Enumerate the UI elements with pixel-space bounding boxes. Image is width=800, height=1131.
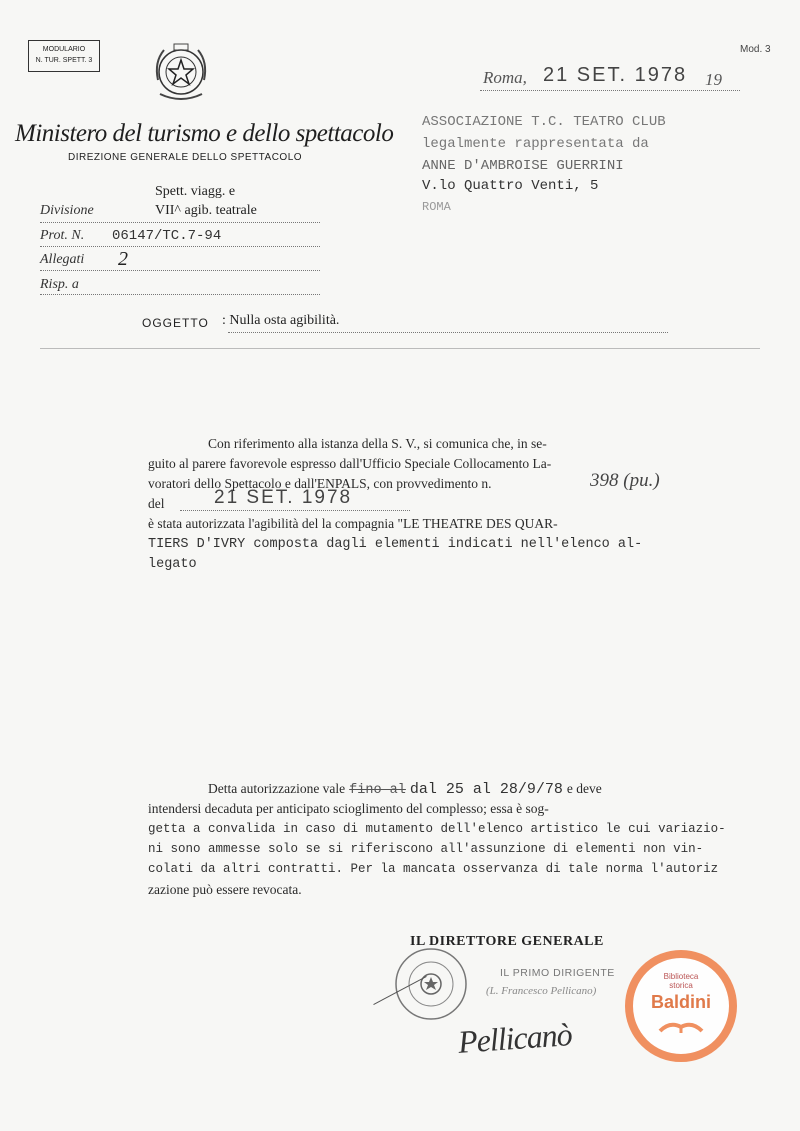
divisione-value: VII^ agib. teatrale: [155, 203, 257, 218]
recipient-line4: V.lo Quattro Venti, 5: [422, 178, 599, 194]
logo-line2: storica: [669, 981, 693, 990]
book-icon: [658, 1015, 704, 1035]
direzione-label: DIREZIONE GENERALE DELLO SPETTACOLO: [68, 152, 303, 163]
para2-line1-a: Detta autorizzazione vale: [208, 781, 346, 796]
risp-line: [40, 294, 320, 295]
date-line: [480, 90, 740, 91]
para1-line3: voratori dello Spettacolo e dall'ENPALS, con provvedimento n.: [148, 476, 492, 491]
provvedimento-number: 398 (pu.): [590, 470, 660, 491]
prot-label: Prot. N.: [40, 228, 85, 243]
modulario-box: [28, 40, 100, 72]
logo-brand: Baldini: [650, 992, 711, 1012]
para2-line1-d: e deve: [566, 781, 602, 796]
handwritten-signature: Pellicanò: [456, 1016, 573, 1060]
ministry-name: Ministero del turismo e dello spettacolo: [15, 120, 394, 147]
risp-label: Risp. a: [40, 277, 79, 292]
official-seal-icon: [392, 945, 470, 1023]
recipient-line2: legalmente rappresentata da: [422, 136, 649, 152]
allegati-line: [40, 270, 320, 271]
place-label: Roma,: [483, 68, 527, 87]
para2-line1-dates: dal 25 al 28/9/78: [409, 781, 563, 798]
para1-line2: guito al parere favorevole espresso dall'Ufficio Speciale Collocamento La-: [148, 456, 552, 471]
para1-line6: legato: [148, 557, 197, 572]
modulario-label: MODULARIO: [42, 46, 86, 53]
signature-sub1: IL PRIMO DIRIGENTE: [500, 967, 615, 979]
oggetto-value: : Nulla osta agibilità.: [222, 313, 340, 328]
mod-number: Mod. 3: [740, 44, 771, 55]
del-label: del: [148, 496, 165, 511]
para2-line6: zazione può essere revocata.: [148, 882, 302, 897]
baldini-logo: [625, 950, 737, 1062]
para2-line2: intendersi decaduta per anticipato scioglimento del complesso; essa è sog-: [148, 801, 549, 816]
logo-line1: Biblioteca: [663, 972, 699, 981]
para1-line1: Con riferimento alla istanza della S. V., si comunica che, in se-: [208, 436, 547, 451]
del-line: [180, 510, 410, 511]
header-date-stamp: 21 SET. 1978: [543, 64, 688, 86]
modulario-code: N. TUR. SPETT. 3: [35, 57, 93, 64]
para2-line1-struck: fino al: [349, 783, 406, 798]
signature-title: IL DIRETTORE GENERALE: [410, 934, 604, 949]
year-prefix: 19: [705, 70, 722, 89]
signature-sub2: (L. Francesco Pellicano): [486, 985, 597, 997]
prot-value: 06147/TC.7-94: [112, 228, 222, 244]
para2-line5: colati da altri contratti. Per la mancata osservanza di tale norma l'autoriz: [148, 862, 719, 876]
recipient-line5: ROMA: [422, 200, 451, 214]
para1-line5: TIERS D'IVRY composta dagli elementi indicati nell'elenco al-: [148, 537, 643, 552]
divisione-line: [40, 222, 320, 223]
divisione-label: Divisione: [40, 203, 94, 218]
oggetto-label: OGGETTO: [142, 316, 209, 330]
para2-line1: [208, 779, 602, 799]
recipient-line3: ANNE D'AMBROISE GUERRINI: [422, 158, 624, 174]
emblem-icon: [150, 40, 212, 106]
para2-line4: ni sono ammesse solo se si riferiscono all'assunzione di elementi non vin-: [148, 842, 704, 856]
oggetto-line: [228, 332, 668, 333]
prot-line: [40, 246, 320, 247]
separator-line: [40, 348, 760, 349]
allegati-label: Allegati: [40, 252, 85, 267]
recipient-line1: ASSOCIAZIONE T.C. TEATRO CLUB: [422, 114, 666, 130]
del-date-stamp: 21 SET. 1978: [214, 487, 353, 508]
allegati-value: 2: [118, 248, 128, 270]
para1-line4: è stata autorizzata l'agibilità del la compagnia "LE THEATRE DES QUAR-: [148, 516, 558, 531]
para2-line3: getta a convalida in caso di mutamento dell'elenco artistico le cui variazio-: [148, 822, 726, 836]
spett-label: Spett. viagg. e: [155, 184, 236, 199]
